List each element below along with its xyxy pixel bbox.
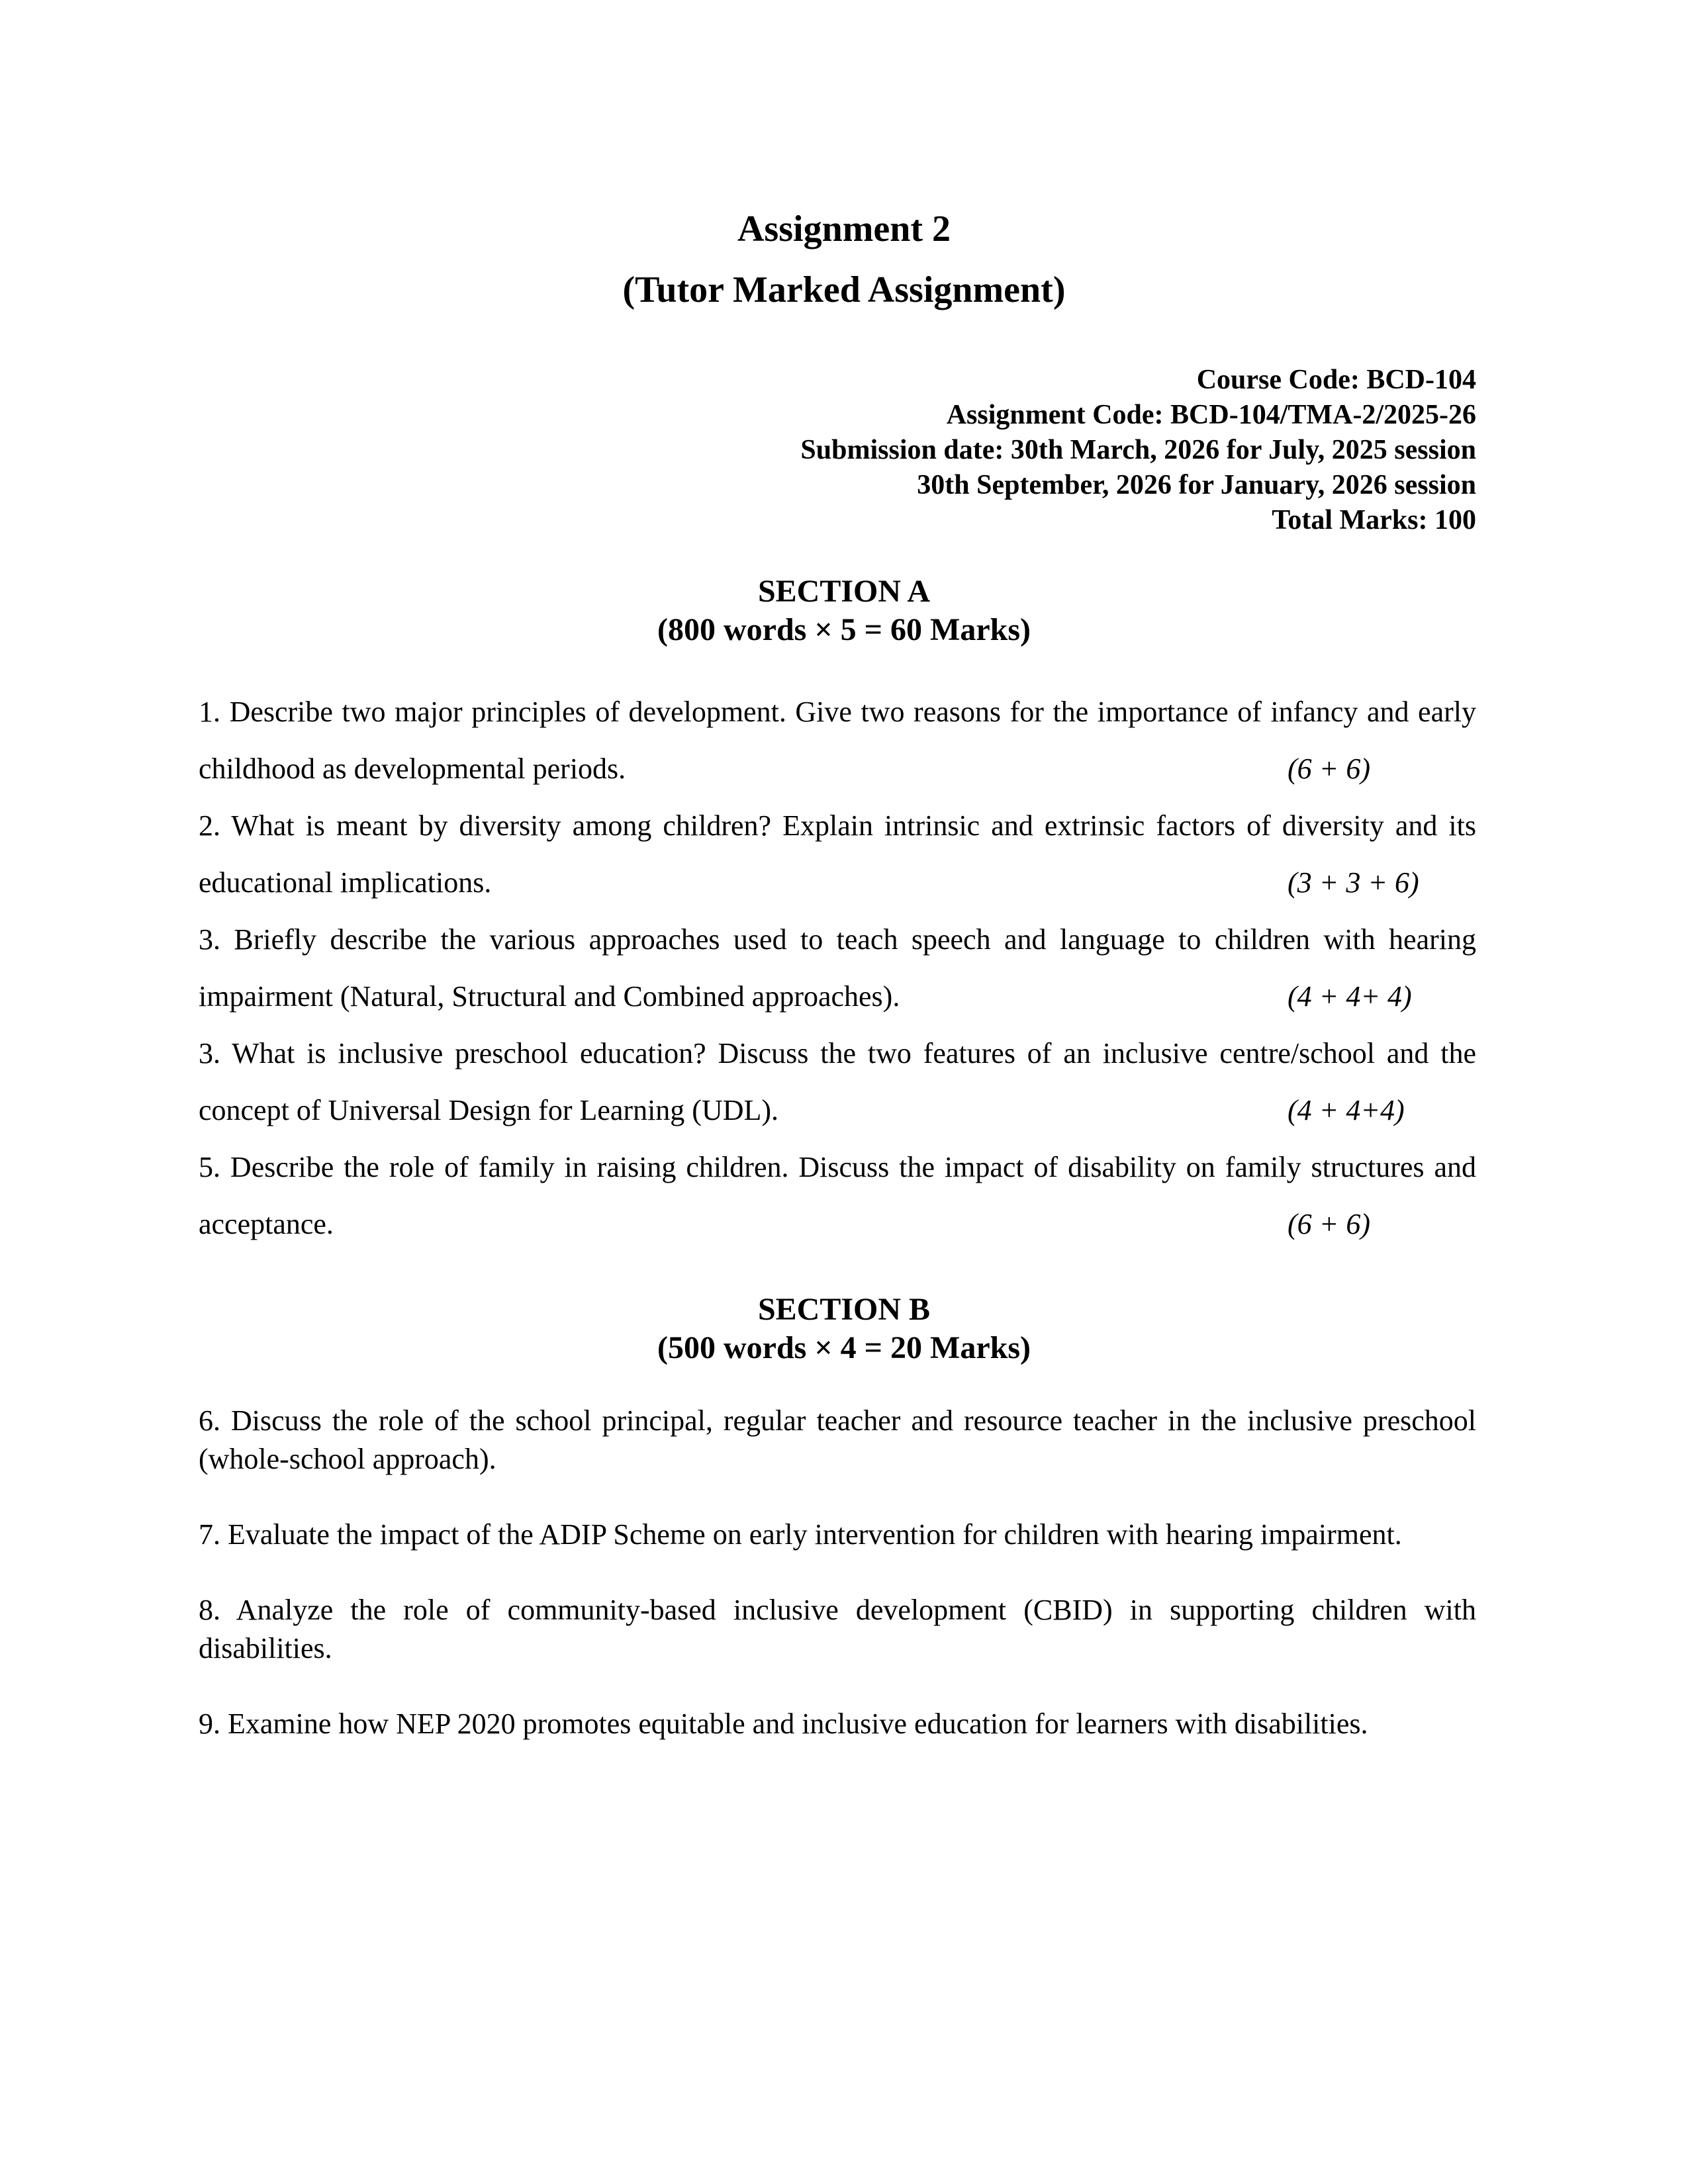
section-b-title: SECTION B (757, 1292, 931, 1327)
section-a-title: SECTION A (757, 574, 931, 609)
question-9: 9. Examine how NEP 2020 promotes equitable and inclusive education for learners with disabilities. (199, 1707, 1368, 1740)
title-block (0, 199, 1688, 320)
section-a-questions (199, 684, 1476, 1253)
question-text: 1. Describe two major principles of development. Give two reasons for the importance of infancy and early childhood as developmental periods. (199, 696, 1476, 785)
section-b-heading (0, 1291, 1688, 1367)
question-8: 8. Analyze the role of community-based inclusive development (CBID) in supporting children with disabilities. (199, 1594, 1476, 1664)
question-text: 5. Describe the role of family in raising children. Discuss the impact of disability on family structures and acceptance. (199, 1151, 1476, 1240)
question-marks: (4 + 4+4) (1288, 1094, 1405, 1126)
question-marks: (4 + 4+ 4) (1288, 980, 1412, 1013)
section-a-marks-note: (800 words × 5 = 60 Marks) (657, 612, 1031, 647)
assignment-code: Assignment Code: BCD-104/TMA-2/2025-26 (946, 400, 1476, 430)
question-1 (199, 684, 1476, 797)
assignment-subtitle: (Tutor Marked Assignment) (622, 269, 1066, 310)
question-text: 3. Briefly describe the various approaches used to teach speech and language to children with hearing impairment (Natural, Structural and Combined approaches). (199, 923, 1476, 1013)
question-marks: (3 + 3 + 6) (1288, 866, 1419, 899)
question-7: 7. Evaluate the impact of the ADIP Scheme on early intervention for children with hearing impairment. (199, 1518, 1402, 1551)
question-marks: (6 + 6) (1288, 1208, 1370, 1240)
question-text: 3. What is inclusive preschool education? Discuss the two features of an inclusive centre/school and the concept of Universal Design for Learning (UDL). (199, 1037, 1476, 1126)
question-4 (199, 1025, 1476, 1139)
total-marks: Total Marks: 100 (1272, 505, 1476, 535)
section-a-heading (0, 572, 1688, 649)
section-b-marks-note: (500 words × 4 = 20 Marks) (657, 1330, 1031, 1365)
course-code: Course Code: BCD-104 (1196, 365, 1476, 395)
assignment-title: Assignment 2 (737, 208, 951, 250)
question-6: 6. Discuss the role of the school principal, regular teacher and resource teacher in the inclusive preschool (whole-school approach). (199, 1404, 1476, 1475)
question-text: 2. What is meant by diversity among children? Explain intrinsic and extrinsic factors of diversity and its educational implications. (199, 809, 1476, 899)
question-3 (199, 911, 1476, 1025)
section-b-questions (199, 1402, 1476, 1780)
question-5 (199, 1139, 1476, 1253)
assignment-meta (800, 363, 1476, 538)
question-2 (199, 797, 1476, 911)
question-marks: (6 + 6) (1288, 752, 1370, 785)
submission-date-alt: 30th September, 2026 for January, 2026 session (917, 470, 1476, 500)
submission-date: Submission date: 30th March, 2026 for July, 2025 session (800, 435, 1476, 465)
